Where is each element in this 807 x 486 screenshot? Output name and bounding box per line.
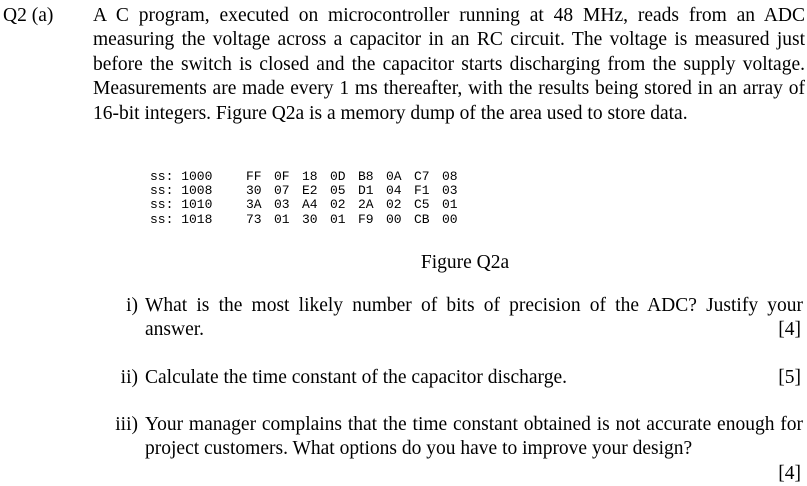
dump-byte: 73: [246, 211, 262, 227]
dump-byte: 30: [246, 183, 262, 199]
dump-byte: 0A: [386, 169, 402, 184]
dump-byte: 08: [442, 169, 458, 184]
memory-dump-row: [150, 170, 470, 184]
sub-question-number: iii): [115, 414, 138, 435]
dump-byte: 30: [302, 211, 318, 227]
dump-byte: 00: [442, 211, 458, 227]
dump-byte: 04: [386, 183, 402, 199]
sub-question-marks: [4]: [778, 462, 801, 484]
dump-byte: 00: [386, 211, 402, 227]
dump-byte: 01: [330, 211, 346, 227]
sub-question-text: What is the most likely number of bits of precision of the ADC? Justify your answer.: [145, 295, 803, 341]
memory-dump: [150, 170, 470, 227]
dump-byte: 02: [386, 197, 402, 213]
dump-byte: C7: [414, 169, 430, 184]
dump-byte: 3A: [246, 197, 262, 213]
dump-address: ss: 1018: [150, 211, 213, 227]
dump-byte: A4: [302, 197, 318, 213]
dump-byte: 03: [274, 197, 290, 213]
dump-byte: B8: [358, 169, 374, 184]
dump-byte: E2: [302, 183, 318, 199]
sub-question-text: Calculate the time constant of the capacitor discharge.: [145, 367, 567, 388]
dump-byte: 01: [442, 197, 458, 213]
dump-byte: D1: [358, 183, 374, 199]
dump-byte: C5: [414, 197, 430, 213]
dump-byte: 2A: [358, 197, 374, 213]
figure-caption: Figure Q2a: [420, 252, 510, 273]
dump-address: ss: 1000: [150, 169, 213, 184]
dump-byte: 05: [330, 183, 346, 199]
dump-byte: FF: [246, 169, 262, 184]
question-intro: A C program, executed on microcontroller running at 48 MHz, reads from an ADC measuring the voltage across a capacitor in an RC circuit. The voltage is measured just before the switch is closed and the capacitor starts discharging from the supply voltage. Measurements are made every 1 ms thereafter, with the results being stored in an array of 16-bit integers. Figure Q2a is a memory dump of the area used to store data.: [93, 5, 805, 124]
dump-byte: 01: [274, 211, 290, 227]
dump-byte: F1: [414, 183, 430, 199]
sub-question-marks: [4]: [778, 319, 801, 341]
memory-dump-row: [150, 198, 470, 212]
dump-byte: CB: [414, 211, 430, 227]
dump-byte: 18: [302, 169, 318, 184]
sub-question-text: Your manager complains that the time constant obtained is not accurate enough for project customers. What options do you have to improve your design?: [145, 414, 803, 460]
dump-address: ss: 1010: [150, 197, 213, 213]
dump-byte: F9: [358, 211, 374, 227]
dump-byte: 0D: [330, 169, 346, 184]
dump-address: ss: 1008: [150, 183, 213, 199]
dump-byte: 02: [330, 197, 346, 213]
memory-dump-row: [150, 213, 470, 227]
sub-question-marks: [5]: [778, 367, 801, 388]
dump-byte: 03: [442, 183, 458, 199]
dump-byte: 07: [274, 183, 290, 199]
sub-question-number: ii): [120, 367, 138, 388]
question-label: Q2 (a): [3, 5, 54, 26]
dump-byte: 0F: [274, 169, 290, 184]
memory-dump-row: [150, 184, 470, 198]
sub-question-number: i): [126, 295, 138, 316]
